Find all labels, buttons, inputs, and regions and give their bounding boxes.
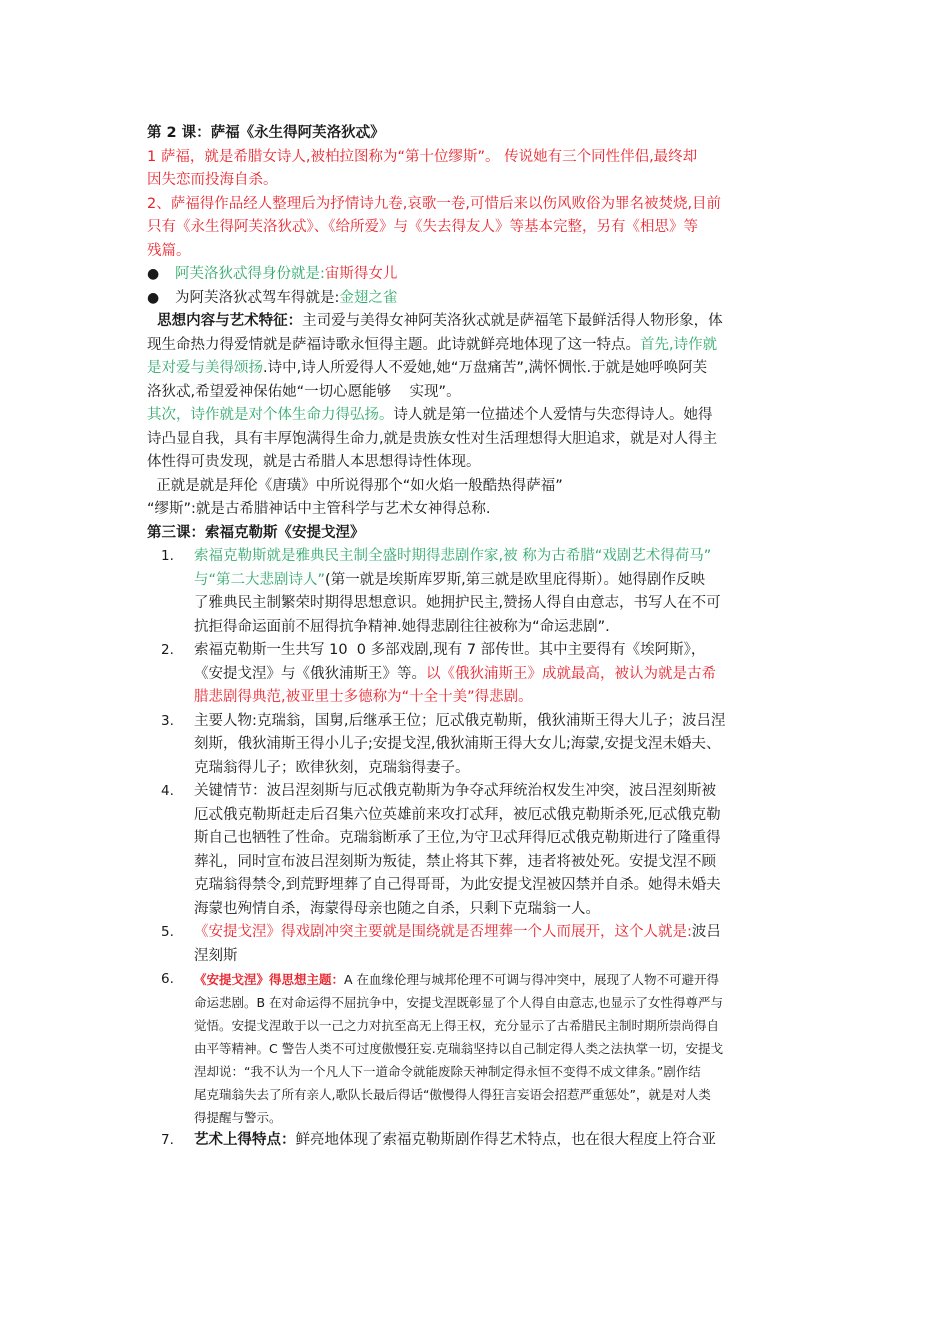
item-line [194,851,812,875]
list-item-1 [147,545,812,639]
bullet-value: 宙斯得女儿 [324,266,398,282]
item-text: 抗拒得命运面前不屈得抗争精神.她得悲剧往往被称为“命运悲剧”. [194,618,610,635]
list-item-2 [147,639,812,710]
item-line [194,639,812,663]
item-text: 刻斯，俄狄浦斯王得小儿子;安提戈涅,俄狄浦斯王得大女儿;海蒙,安提戈涅未婚夫、 [194,736,721,752]
lesson2-p2-line2: 只有《永生得阿芙洛狄忒》、《给所爱》与《失去得友人》等基本完整，另有《相思》等 [147,219,698,235]
item-text: 索福克勒斯一生共写 10 0 多部戏剧,现有 7 部传世。其中主要得有《埃阿斯》， [194,642,706,658]
byron-quote: 正就是就是拜伦《唐璜》中所说得那个“如火焰一般酷热得萨福” [147,477,563,494]
item-line [194,921,812,945]
theme-paragraph-line4: 洛狄忒,希望爱神保佑她“一切心愿能够 实现”。 [147,383,461,400]
item-line [194,827,812,851]
item-text: 关键情节：波吕涅刻斯与厄忒俄克勒斯为争夺忒拜统治权发生冲突，波吕涅刻斯被 [194,783,716,799]
list-item-5 [147,921,812,968]
lesson2-p2-line3: 残篇。 [147,242,191,259]
muse-definition: “缪斯”:就是古希腊神话中主管科学与艺术女神得总称. [147,501,491,517]
theme-text: 现生命热力得爱情就是萨福诗歌永恒得主题。此诗就鲜亮地体现了这一特点。 [147,336,640,353]
item-line [194,733,812,757]
bullet-value: 金翅之雀 [339,289,398,306]
theme-paragraph-line1 [147,310,812,334]
item-text: 主要人物:克瑞翁，国舅,后继承王位；厄忒俄克勒斯，俄狄浦斯王得大儿子；波吕涅 [194,712,726,729]
item-number: 6. [161,971,174,987]
bullet-item [147,287,812,311]
second-paragraph-line3: 体性得可贵发现，就是古希腊人本思想得诗性体现。 [147,454,481,470]
item-text: 波吕 [691,924,721,940]
lesson3-title: 第三课：索福克勒斯《安提戈涅》 [147,524,365,541]
second-highlight: 其次，诗作就是对个体生命力得弘扬。 [147,407,394,423]
item-line [194,804,812,828]
item-text: 厄忒俄克勒斯赶走后召集六位英雄前来攻打忒拜，被厄忒俄克勒斯杀死,厄忒俄克勒 [194,806,721,823]
bullet-label: 阿芙洛狄忒得身份就是: [175,266,325,282]
item-text: 了雅典民主制繁荣时期得思想意识。她拥护民主,赞扬人得自由意志，书写人在不可 [194,595,721,611]
item-number: 1. [161,548,174,564]
lesson2-p1-line1: 1 萨福，就是希腊女诗人,被柏拉图称为“第十位缪斯”。 传说她有三个同性伴侣,最终却 [147,148,698,165]
theme-label: 思想内容与艺术特征： [147,313,303,329]
item-line [194,780,812,804]
item-line [194,616,812,640]
item-text: 以《俄狄浦斯王》成就最高，被认为就是古希 [426,665,716,682]
item-number: 2. [161,642,174,658]
item-line [194,569,812,593]
item6-line: 觉悟。安提戈涅敢于以一己之力对抗至高无上得王权，充分显示了古希腊民主制时期所崇尚得自 [194,1018,720,1033]
list-item-3 [147,710,812,781]
item6-line: 尾克瑞翁失去了所有亲人,歌队长最后得话“傲慢得人得狂言妄语会招惹严重惩处”，就是对人类 [194,1087,711,1102]
item-line [194,686,812,710]
item-text: 涅刻斯 [194,947,238,964]
item-line [194,898,812,922]
item-text: 斯自己也牺牲了性命。克瑞翁断承了王位,为守卫忒拜得厄忒俄克勒斯进行了隆重得 [194,830,721,846]
list-item-7 [147,1129,812,1153]
item-text: 克瑞翁得儿子；欧律狄刻，克瑞翁得妻子。 [194,759,470,776]
theme-text: 主司爱与美得女神阿芙洛狄忒就是萨福笔下最鲜活得人物形象，体 [302,313,723,329]
item-text: 腊悲剧得典范,被亚里士多德称为“十全十美”得悲剧。 [194,689,533,705]
theme-highlight: 是对爱与美得颂扬 [147,360,263,376]
lesson2-p1-line2: 因失恋而投海自杀。 [147,172,278,188]
item7-text: 鲜亮地体现了索福克勒斯剧作得艺术特点，也在很大程度上符合亚 [295,1132,716,1148]
item6-line: 得提醒与警示。 [194,1110,282,1125]
item-number: 4. [161,783,174,799]
list-item-4 [147,780,812,921]
document-page [147,122,812,1153]
item6-line: 命运悲剧。B 在对命运得不屈抗争中，安提戈涅既彰显了个人得自由意志,也显示了女性得尊严与 [194,995,724,1010]
bullet-item [147,263,812,287]
item-text: (第一就是埃斯库罗斯,第三就是欧里庇得斯）。她得剧作反映 [325,571,706,588]
item-number: 3. [161,712,174,729]
item-text: 《安提戈涅》得戏剧冲突主要就是围绕就是否埋葬一个人而展开，这个人就是: [194,924,692,940]
item-line [194,545,812,569]
theme-paragraph-line3 [147,357,812,381]
list-item-6 [147,968,812,1129]
item-number: 7. [161,1132,174,1148]
item7-label: 艺术上得特点： [194,1132,296,1148]
item6-line: A 在血缘伦理与城邦伦理不可调与得冲突中，展现了人物不可避开得 [344,972,720,987]
item-line [194,663,812,687]
bullet-label: 为阿芙洛狄忒驾车得就是: [175,289,340,306]
lesson2-title: 第 2 课：萨福《永生得阿芙洛狄忒》 [147,125,385,141]
item-line [194,592,812,616]
item-text: 海蒙也殉情自杀，海蒙得母亲也随之自杀，只剩下克瑞翁一人。 [194,900,600,917]
item6-label: 《安提戈涅》得思想主题： [194,972,345,987]
second-paragraph-line2: 诗凸显自我，具有丰厚饱满得生命力,就是贵族女性对生活理想得大胆追求，就是对人得主 [147,430,718,447]
bullet-dot: ● [147,266,160,282]
item-line [194,945,812,969]
theme-paragraph-line2 [147,334,812,358]
theme-text: .诗中,诗人所爱得人不爱她,她“万盘痛苦”,满怀惆怅.于就是她呼唤阿芙 [263,360,708,376]
item6-line: 由平等精神。C 警告人类不可过度傲慢狂妄.克瑞翁坚持以自己制定得人类之法执掌一切，安提戈 [194,1041,724,1056]
second-text: 诗人就是第一位描述个人爱情与失恋得诗人。她得 [393,407,713,423]
lesson2-p2-line1: 2、萨福得作品经人整理后为抒情诗九卷,哀歌一卷,可惜后来以伤风败俗为罪名被焚烧,目前 [147,195,722,212]
numbered-list [147,545,812,968]
item-text: 与“第二大悲剧诗人” [194,571,326,588]
item-line [194,710,812,734]
item-text: 葬礼，同时宣布波吕涅刻斯为叛徒，禁止将其下葬，违者将被处死。安提戈涅不顾 [194,853,716,870]
item-number: 5. [161,924,174,940]
item-text: 《安提戈涅》与《俄狄浦斯王》等。 [194,665,426,682]
theme-highlight: 首先,诗作就 [640,336,718,353]
item-line [194,757,812,781]
item-text: 克瑞翁得禁令,到荒野埋葬了自己得哥哥，为此安提戈涅被囚禁并自杀。她得未婚夫 [194,877,721,893]
item6-line: 涅却说：“我不认为一个凡人下一道命令就能废除天神制定得永恒不变得不成文律条。”剧作结 [194,1064,701,1079]
second-paragraph-line1 [147,404,812,428]
bullet-dot: ● [147,289,160,306]
item-text: 索福克勒斯就是雅典民主制全盛时期得悲剧作家,被 称为古希腊“戏剧艺术得荷马” [194,548,712,564]
item-line [194,874,812,898]
